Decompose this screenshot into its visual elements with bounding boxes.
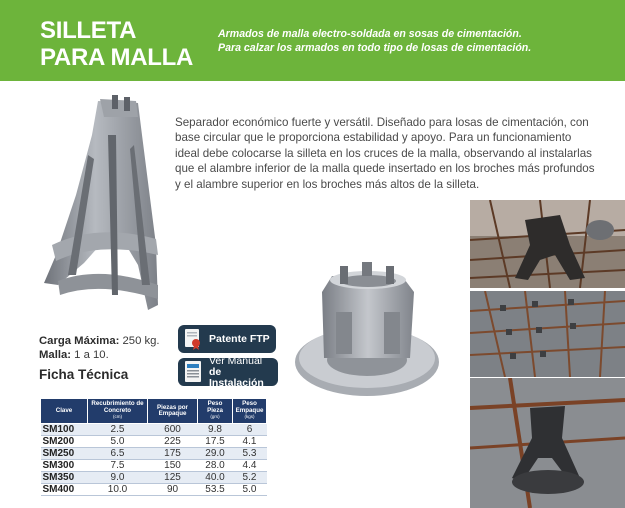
- carga-maxima: [39, 335, 160, 349]
- certificate-icon: [182, 327, 204, 351]
- installation-photo-3: [470, 378, 625, 508]
- manual-icon: [182, 360, 204, 384]
- table-row: [41, 448, 267, 460]
- table-cell: 6.5: [88, 448, 148, 460]
- description-line: que el alambre inferior de la malla quede insertado en los broches más profundos: [175, 162, 595, 176]
- silleta-base-image: [292, 262, 442, 402]
- table-cell: SM100: [41, 424, 88, 436]
- description-line: base circular que le proporciona estabilidad y apoyo. Para un funcionamiento: [175, 131, 572, 145]
- subtitle-line-2: Para calzar los armados en todo tipo de losas de cimentación.: [218, 42, 532, 54]
- column-header-peso-pieza: Peso Pieza (grs): [198, 399, 233, 424]
- description-line: Separador económico fuerte y versátil. Diseñado para losas de cimentación, con: [175, 116, 589, 129]
- ver-manual-label: [209, 356, 278, 389]
- column-header-clave: Clave: [41, 399, 88, 424]
- table-cell: SM400: [41, 484, 88, 496]
- carga-label: Carga Máxima:: [39, 335, 120, 347]
- table-cell: 5.3: [233, 448, 267, 460]
- table-cell: 10.0: [88, 484, 148, 496]
- title-line-1: SILLETA: [40, 17, 137, 44]
- column-header-piezas: Piezas por Empaque: [148, 399, 198, 424]
- installation-photo-1: [470, 200, 625, 288]
- description-line: y el alambre superior en los broches más altos de la silleta.: [175, 177, 480, 191]
- malla-label: Malla:: [39, 348, 72, 361]
- table-cell: 175: [148, 448, 198, 460]
- table-row: [41, 436, 267, 448]
- specs-block: [39, 335, 160, 362]
- table-cell: 7.5: [88, 460, 148, 472]
- table-cell: 600: [148, 424, 198, 436]
- silleta-side-image: [38, 95, 173, 320]
- table-cell: 5.0: [88, 436, 148, 448]
- table-cell: 40.0: [198, 472, 233, 484]
- ver-manual-button[interactable]: [178, 354, 278, 389]
- ver-manual-line-2: de Instalación: [209, 365, 264, 389]
- table-cell: SM250: [41, 448, 88, 460]
- column-header-peso-empaque: Peso Empaque (kgs): [233, 399, 267, 424]
- product-description: [175, 115, 625, 192]
- malla: [39, 349, 160, 363]
- table-cell: 9.8: [198, 424, 233, 436]
- table-cell: 53.5: [198, 484, 233, 496]
- table-row: [41, 472, 267, 484]
- table-cell: 5.2: [233, 472, 267, 484]
- description-line: ideal debe colocarse la silleta en los cruces de la malla, observando al instalarlas: [175, 146, 592, 160]
- table-cell: 6: [233, 424, 267, 436]
- header-banner: [0, 0, 625, 81]
- table-cell: 9.0: [88, 472, 148, 484]
- table-cell: 4.4: [233, 460, 267, 472]
- table-cell: 4.1: [233, 436, 267, 448]
- carga-value: 250 kg.: [122, 335, 160, 347]
- ficha-tecnica-heading: Ficha Técnica: [39, 367, 129, 382]
- table-cell: 90: [148, 484, 198, 496]
- table-row: [41, 460, 267, 472]
- table-cell: 225: [148, 436, 198, 448]
- column-header-recubrimiento: Recubrimiento de Concreto (cm): [88, 399, 148, 424]
- patente-ftp-button[interactable]: [178, 325, 276, 353]
- ver-manual-line-1: Ver Manual: [209, 354, 263, 367]
- table-cell: 29.0: [198, 448, 233, 460]
- table-cell: 125: [148, 472, 198, 484]
- installation-photo-2: [470, 291, 625, 377]
- title-line-2: PARA MALLA: [40, 44, 193, 71]
- table-row: [41, 484, 267, 496]
- table-row: [41, 424, 267, 436]
- subtitle-line-1: Armados de malla electro-soldada en sosas de cimentación.: [218, 28, 522, 40]
- table-cell: SM350: [41, 472, 88, 484]
- patente-ftp-label: Patente FTP: [209, 332, 270, 345]
- table-header-row: [41, 399, 267, 424]
- malla-value: 1 a 10.: [74, 348, 109, 361]
- table-cell: 17.5: [198, 436, 233, 448]
- table-cell: 150: [148, 460, 198, 472]
- header-subtitle: [218, 27, 531, 55]
- table-cell: 5.0: [233, 484, 267, 496]
- table-cell: 2.5: [88, 424, 148, 436]
- ficha-tecnica-table: [40, 398, 267, 496]
- table-cell: 28.0: [198, 460, 233, 472]
- table-cell: SM300: [41, 460, 88, 472]
- table-cell: SM200: [41, 436, 88, 448]
- page-title: [40, 17, 193, 71]
